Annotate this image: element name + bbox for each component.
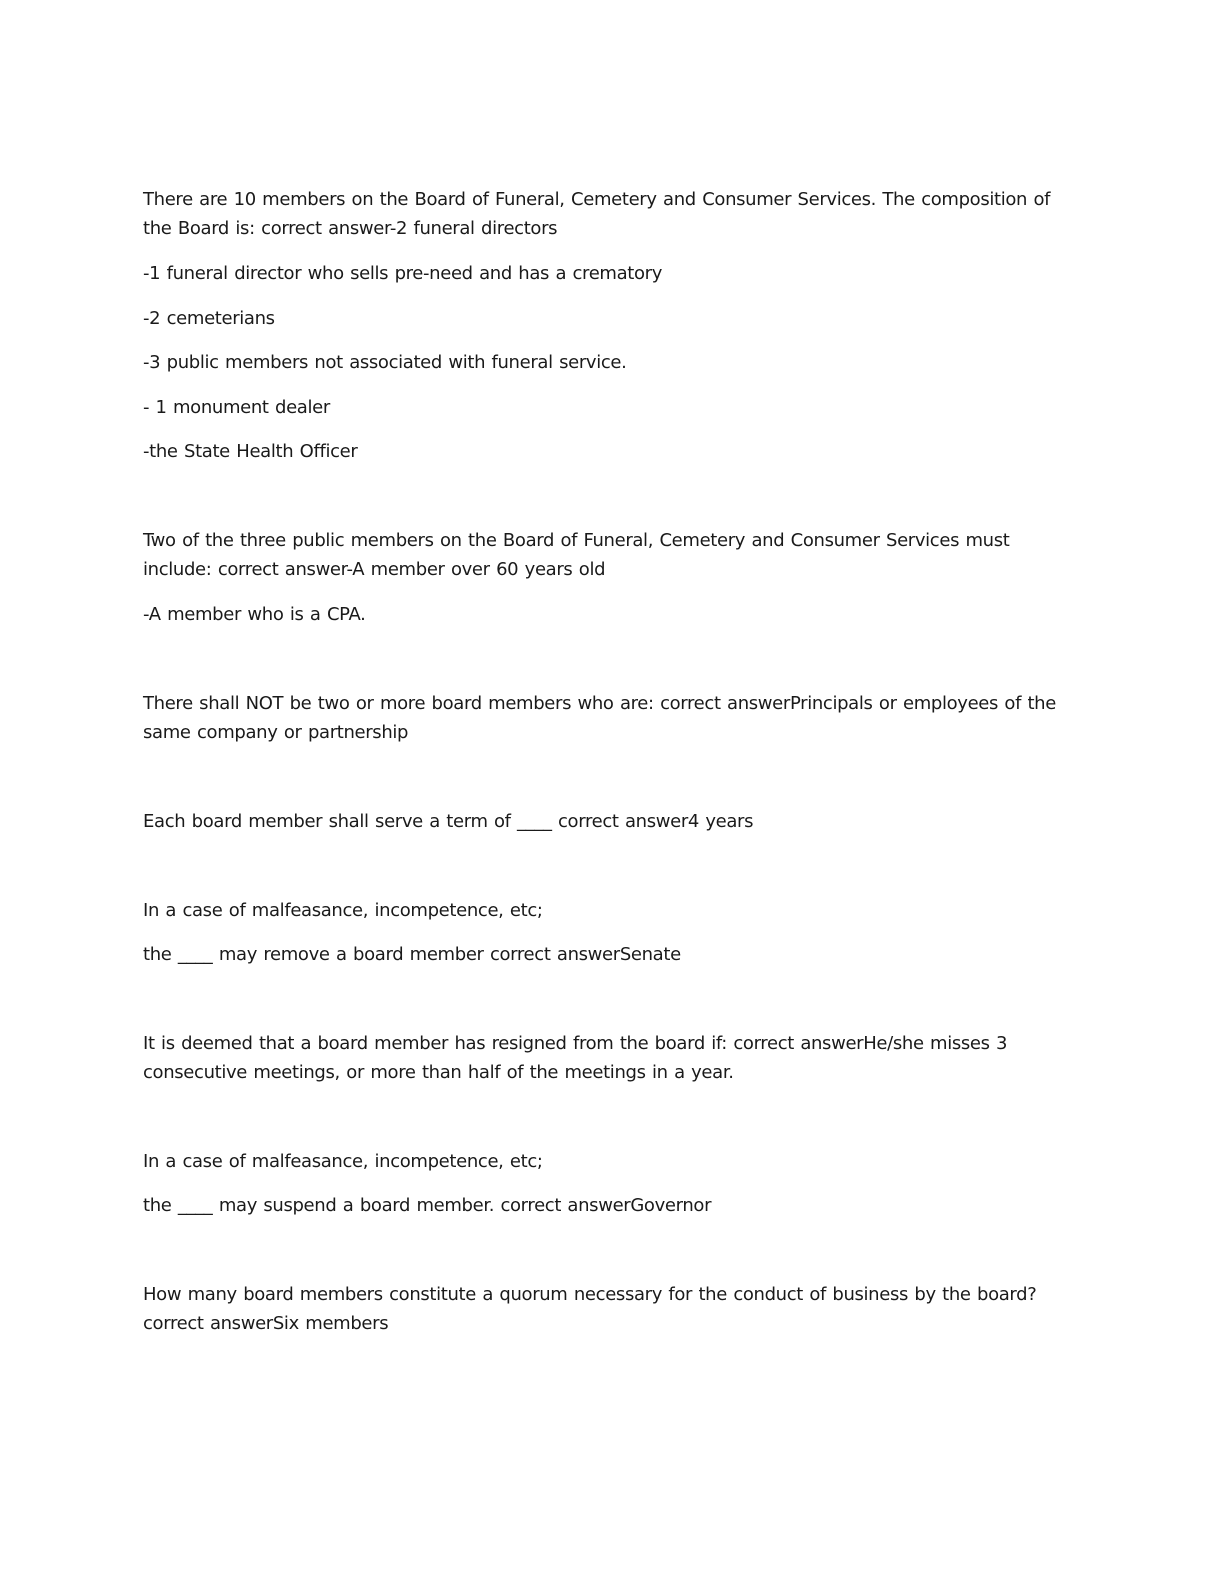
q6-line-2: consecutive meetings, or more than half of the meetings in a year. (143, 1062, 734, 1083)
q6-line-1: It is deemed that a board member has resigned from the board if: correct answerHe/she misses 3 (143, 1033, 1008, 1054)
q3-line-2: same company or partnership (143, 722, 409, 743)
q1-list-item: -3 public members not associated with funeral service. (143, 352, 627, 373)
q8-line-2: correct answerSix members (143, 1313, 389, 1334)
q1-line-2: the Board is: correct answer-2 funeral directors (143, 218, 558, 239)
q5-line-1: In a case of malfeasance, incompetence, etc; (143, 900, 543, 921)
q1-list-item: -1 funeral director who sells pre-need and has a crematory (143, 263, 663, 284)
q2-list-item: -A member who is a CPA. (143, 604, 366, 625)
q7-line-1: In a case of malfeasance, incompetence, etc; (143, 1151, 543, 1172)
q2-line-2: include: correct answer-A member over 60 years old (143, 559, 606, 580)
q7-line-2: the ____ may suspend a board member. correct answerGovernor (143, 1195, 712, 1216)
q8-line-1: How many board members constitute a quorum necessary for the conduct of business by the board? (143, 1284, 1037, 1305)
q1-list-item: -2 cemeterians (143, 308, 275, 329)
q2-line-1: Two of the three public members on the Board of Funeral, Cemetery and Consumer Services must (143, 530, 1010, 551)
q4-line: Each board member shall serve a term of ____ correct answer4 years (143, 811, 754, 832)
q1-line-1: There are 10 members on the Board of Funeral, Cemetery and Consumer Services. The composition of (143, 189, 1051, 210)
q5-line-2: the ____ may remove a board member correct answerSenate (143, 944, 681, 965)
q1-list-item: - 1 monument dealer (143, 397, 330, 418)
q1-list-item: -the State Health Officer (143, 441, 358, 462)
q3-line-1: There shall NOT be two or more board members who are: correct answerPrincipals or employees of the (143, 693, 1056, 714)
